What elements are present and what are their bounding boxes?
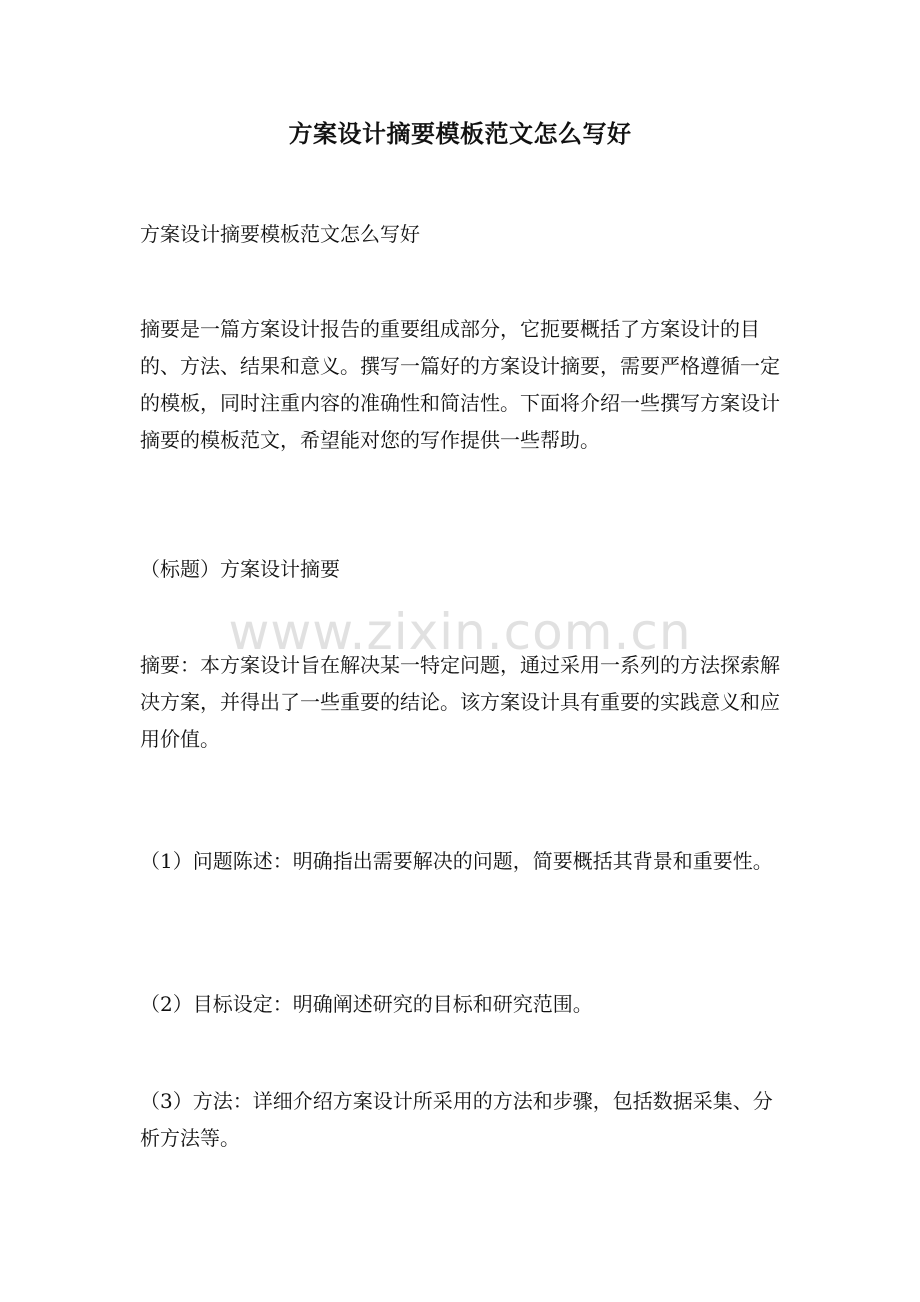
list-item-problem-statement: （1）问题陈述：明确指出需要解决的问题，简要概括其背景和重要性。 [140,849,773,873]
intro-paragraph: 摘要是一篇方案设计报告的重要组成部分，它扼要概括了方案设计的目的、方法、结果和意义。撰写一篇好的方案设计摘要，需要严格遵循一定的模板，同时注重内容的准确性和简洁性。下面将介绍一些撰写方案设计摘要的模板范文，希望能对您的写作提供一些帮助。 [140,317,780,452]
abstract-paragraph: 摘要：本方案设计旨在解决某一特定问题，通过采用一系列的方法探索解决方案，并得出了一些重要的结论。该方案设计具有重要的实践意义和应用价值。 [140,653,780,751]
template-heading: （标题）方案设计摘要 [140,557,340,581]
list-item-goal-setting: （2）目标设定：明确阐述研究的目标和研究范围。 [140,992,593,1016]
watermark-text: www.zixin.com.cn [228,603,692,661]
document-subtitle: 方案设计摘要模板范文怎么写好 [140,222,420,246]
document-title: 方案设计摘要模板范文怎么写好 [288,119,632,148]
list-item-methods: （3）方法：详细介绍方案设计所采用的方法和步骤，包括数据采集、分析方法等。 [140,1089,773,1150]
